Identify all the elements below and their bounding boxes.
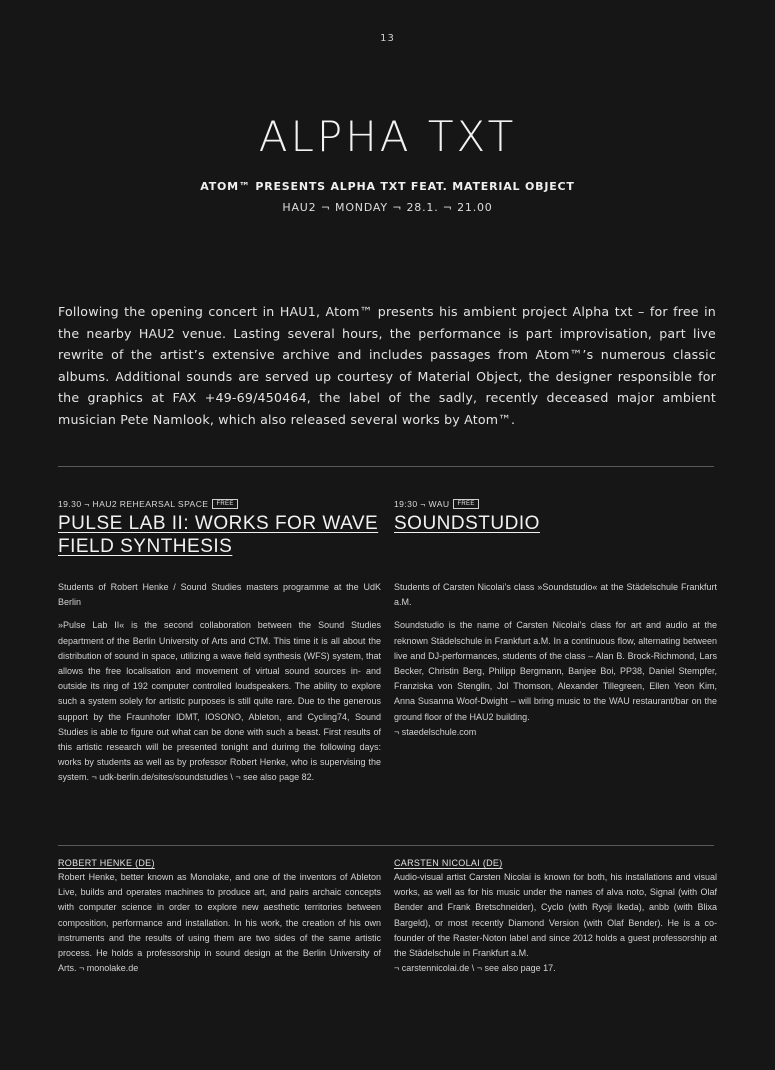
event-title-line-1: PULSE LAB II: WORKS FOR WAVE: [58, 513, 379, 534]
free-badge: FREE: [453, 499, 478, 509]
event-meta: [58, 498, 381, 510]
event-pulse-lab: [58, 498, 381, 786]
bio-carsten-nicolai: [394, 857, 717, 976]
event-lead: Students of Robert Henke / Sound Studies masters programme at the UdK Berlin: [58, 582, 381, 608]
section-divider-top: [58, 466, 714, 467]
bio-text: Audio-visual artist Carsten Nicolai is known for both, his installations and visual works, as well as for his music under the names of alva noto, Signal (with Olaf Bender and Frank Bretschneider), Cyclo (with Ryoji Ikeda), anbb (with Blixa Bargeld), or most recently Diamond Version (with Olaf Bender). He is a co-founder of the Raster-Noton label and since 2012 holds a guest professorship at the Städelschule in Frankfurt a.M.: [394, 872, 717, 959]
free-badge: FREE: [212, 499, 237, 509]
bio-name: ROBERT HENKE (DE): [58, 858, 155, 868]
event-title-line-2: FIELD SYNTHESIS: [58, 536, 233, 557]
event-description: [394, 580, 717, 740]
event-link[interactable]: ¬ staedelschule.com: [394, 726, 477, 737]
page-subtitle: ATOM™ PRESENTS ALPHA TXT FEAT. MATERIAL OBJECT: [200, 180, 575, 193]
event-body: Soundstudio is the name of Carsten Nicolai’s class for art and audio at the reknown Städelschule in Frankfurt a.M. In a continuous flow, alternating between live and DJ-performances, students of the class – Alan B. Brock-Richmond, Lars Becker, Christin Berg, Philipp Bergmann, Banjee Boi, PP38, Daniel Stempfer, Franziska von Stenglin, Jol Thomson, Alexander Tillegreen, Ellen Yeon Kim, Anna Susanna Woof-Dwight – will bring music to the WAU restaurant/bar on the ground floor of the HAU2 building.: [394, 620, 717, 722]
bio-name: CARSTEN NICOLAI (DE): [394, 858, 503, 868]
section-divider-bottom: [58, 845, 714, 846]
intro-paragraph: Following the opening concert in HAU1, Atom™ presents his ambient project Alpha txt – for free in the nearby HAU2 venue. Lasting several hours, the performance is part improvisation, part live rewrite of the artist’s extensive archive and includes passages from Atom™’s numerous classic albums. Additional sounds are served up courtesy of Material Object, the designer responsible for the graphics at FAX +49-69/450464, the label of the sadly, recently deceased major ambient musician Pete Namlook, which also released several works by Atom™.: [58, 304, 716, 427]
event-soundstudio: [394, 498, 717, 740]
event-time-venue: 19:30 ¬ WAU: [394, 499, 450, 509]
event-lead: Students of Carsten Nicolai’s class »Soundstudio« at the Städelschule Frankfurt a.M.: [394, 582, 717, 608]
event-title: [58, 512, 381, 558]
event-title: [394, 512, 717, 535]
event-title-line-1: SOUNDSTUDIO: [394, 513, 540, 534]
event-description: [58, 580, 381, 786]
event-dateline: HAU2 ¬ MONDAY ¬ 28.1. ¬ 21.00: [282, 201, 493, 214]
bio-link[interactable]: ¬ carstennicolai.de \ ¬ see also page 17.: [394, 963, 556, 974]
event-meta: [394, 498, 717, 510]
page-title: ALPHA TXT: [258, 112, 517, 161]
event-time-venue: 19.30 ¬ HAU2 REHEARSAL SPACE: [58, 499, 209, 509]
bio-text: Robert Henke, better known as Monolake, and one of the inventors of Ableton Live, builds and operates machines to produce art, and pairs archaic concepts with computer science in order to explore new aesthetic territories between composition, performance and installation. In his work, the creation of his own instruments and the results of using them are two sides of the same artistic process. He holds a professorship in sound design at the Berlin University of Arts. ¬ monolake.de: [58, 872, 381, 974]
event-body: »Pulse Lab II« is the second collaboration between the Sound Studies department of the Berlin University of Arts and CTM. This time it is all about the distribution of sound in space, utilizing a wave field synthesis (WFS) system, that allows the free localisation and movement of virtual sound sources in- and outside its ring of 192 computer controlled loudspeakers. The ability to explore such a system solely for artistic purposes is still quite rare. Due to the generous support by the Fraunhofer IDMT, IOSONO, Ableton, and Cycling74, Sound Studies is able to figure out what can be done with such a beast. First results of this artistic research will be presented tonight and durimg the following days: works by students as well as by professor Robert Henke, who is supervising the system. ¬ udk-berlin.de/sites/soundstudies \ ¬ see also page 82.: [58, 620, 381, 783]
bio-robert-henke: [58, 857, 381, 976]
page-number: 13: [380, 33, 395, 44]
